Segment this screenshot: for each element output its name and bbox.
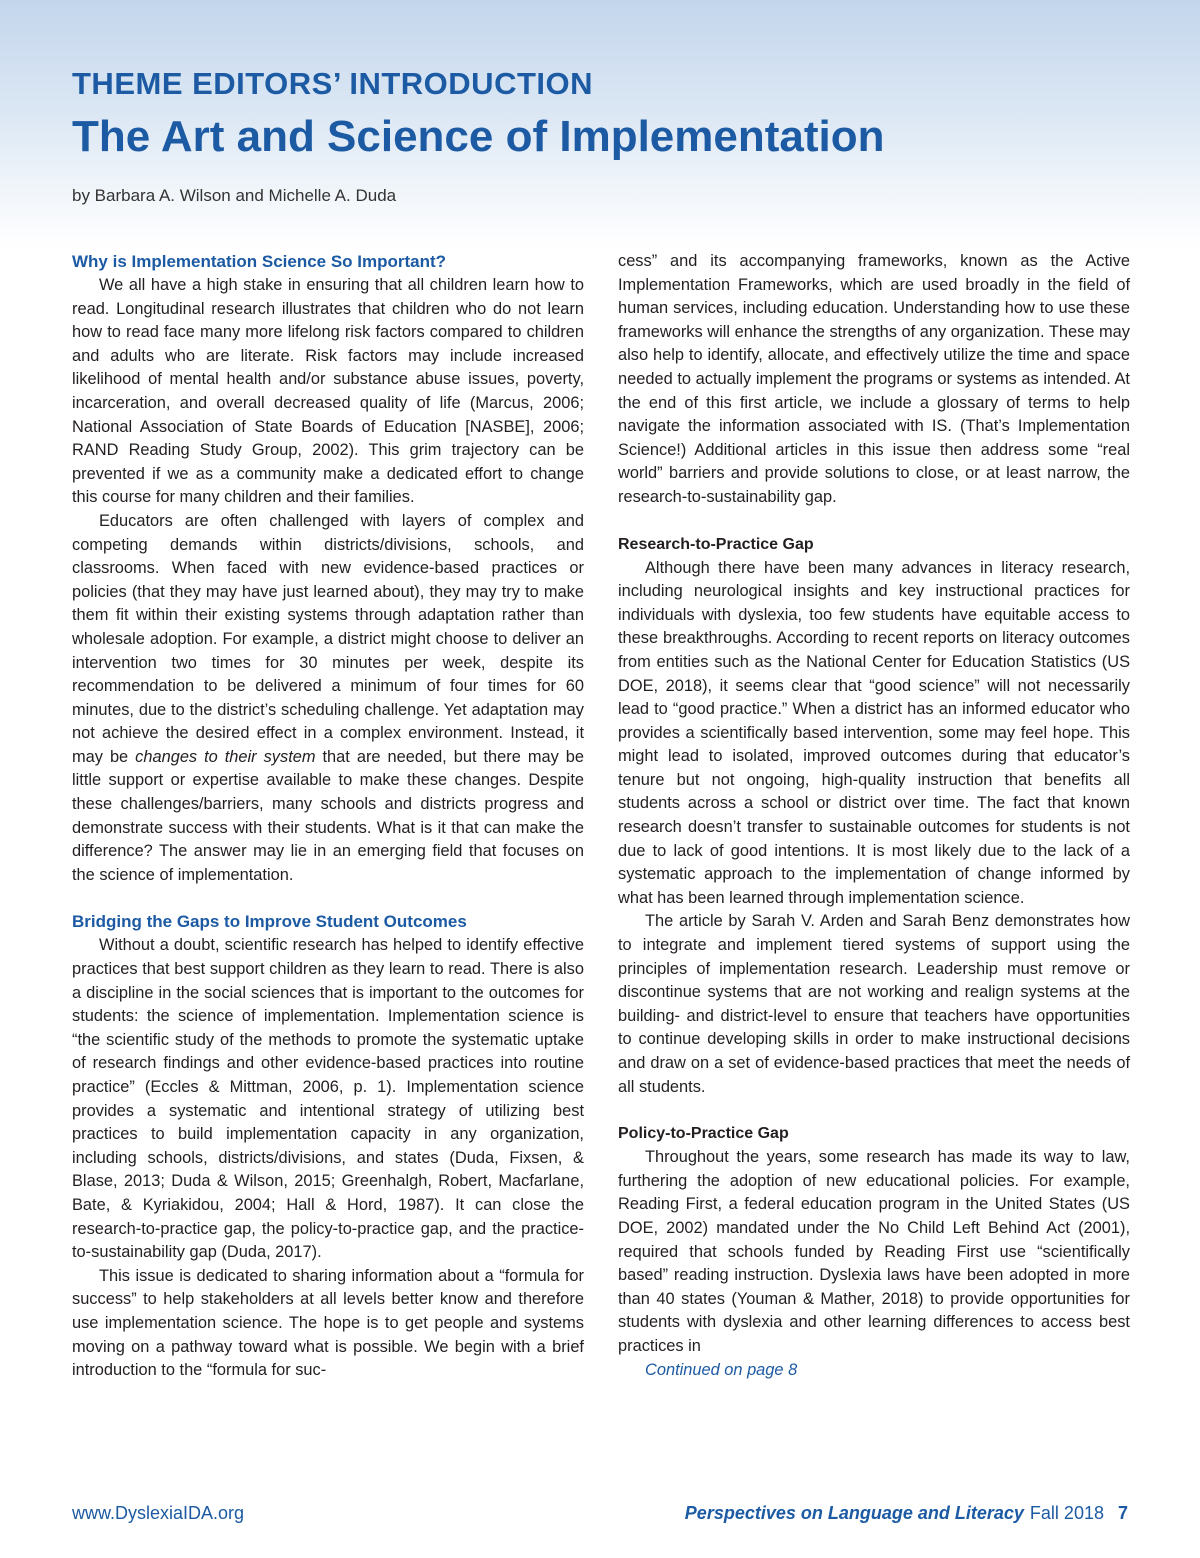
byline: by Barbara A. Wilson and Michelle A. Duda [72, 186, 397, 205]
heading-research-to-practice-gap: Research-to-Practice Gap [618, 535, 814, 553]
continued-link[interactable]: Continued on page 8 [645, 1360, 798, 1379]
paragraph: This issue is dedicated to sharing information about a “formula for success” to help stakeholders at all levels better know and therefore use implementation science. The hope is to get people and systems moving on a pathway toward what is possible. We begin with a brief introduction to the “formula for suc- [72, 1266, 584, 1380]
page-number: 7 [1117, 1503, 1128, 1523]
heading-why-implementation-science: Why is Implementation Science So Important? [72, 252, 447, 271]
left-column [72, 250, 584, 1383]
paragraph: The article by Sarah V. Arden and Sarah Benz demonstrates how to integrate and implement tiered systems of support using the principles of implementation research. Leadership must remove or discontinue systems that are not working and realign systems at the building- and district-level to ensure that teachers have opportunities to continue developing skills in order to make instructional decisions and draw on a set of evidence-based practices that meet the needs of all students. [618, 912, 1130, 1096]
paragraph-text: Educators are often challenged with layers of complex and competing demands within districts/divisions, schools, and classrooms. When faced with new evidence-based practices or policies (that they may have just learned about), they may try to make them fit within their existing systems through adaptation rather than wholesale adoption. For example, a district might choose to deliver an intervention two times for 30 minutes per week, despite its recommendation to be delivered a minimum of four times for 60 minutes, due to the district’s scheduling challenge. Yet adaptation may not achieve the desired effect in a complex environment. Instead, it may be [72, 511, 584, 766]
paragraph: Although there have been many advances in literacy research, including neurological insights and key instructional practices for individuals with dyslexia, too few students have equitable access to these breakthroughs. According to recent reports on literacy outcomes from entities such as the National Center for Education Statistics (US DOE, 2018), it seems clear that “good science” will not necessarily lead to “good practice.” When a district has an informed educator who provides a scientifically based intervention, some may feel hope. This might lead to isolated, improved outcomes during that educator’s tenure but not ongoing, high-quality instruction that benefits all students across a school or district over time. The fact that known research doesn’t transfer to sustainable outcomes for students is not due to lack of good intentions. It is most likely due to the lack of a systematic approach to the implementation of change informed by what has been learned through implementation science. [618, 558, 1130, 907]
emphasis-text: changes to their system [135, 747, 316, 766]
heading-policy-to-practice-gap: Policy-to-Practice Gap [618, 1125, 789, 1143]
article-title: The Art and Science of Implementation [72, 112, 885, 161]
paragraph-text: that are needed, but there may be little support or expertise available to make these changes. Despite these challenges/barriers, many schools and districts progress and demonstrate success with their students. What is it that can make the difference? The answer may lie in an emerging field that focuses on the science of implementation. [72, 747, 584, 884]
paragraph [72, 510, 584, 888]
right-column [618, 250, 1130, 1382]
heading-bridging-the-gaps: Bridging the Gaps to Improve Student Outcomes [72, 912, 467, 932]
paragraph: Throughout the years, some research has made its way to law, furthering the adoption of new educational policies. For example, Reading First, a federal education program in the United States (US DOE, 2002) mandated under the No Child Left Behind Act (2001), required that schools funded by Reading First use “scientifically based” reading instruction. Dyslexia laws have been adopted in more than 40 states (Youman & Mather, 2018) to provide opportunities for students with dyslexia and other learning differences to access best practices in [618, 1148, 1130, 1355]
paragraph: cess” and its accompanying frameworks, known as the Active Implementation Frameworks, which are used broadly in the field of human services, including education. Understanding how to use these frameworks will enhance the strengths of any organization. These may also help to identify, allocate, and effectively utilize the time and space needed to actually implement the programs or systems as intended. At the end of this first article, we include a glossary of terms to help navigate the information associated with IS. (That’s Implementation Science!) Additional articles in this issue then address some “real world” barriers and provide solutions to close, or at least narrow, the research-to-sustainability gap. [618, 252, 1130, 506]
journal-name: Perspectives on Language and Literacy [684, 1503, 1024, 1523]
paragraph: We all have a high stake in ensuring that all children learn how to read. Longitudinal research illustrates that children who do not learn how to read face many more lifelong risk factors compared to children and adults who are literate. Risk factors may include increased likelihood of mental health and/or substance abuse issues, poverty, incarceration, and overall decreased quality of life (Marcus, 2006; National Association of State Boards of Education [NASBE], 2006; RAND Reading Study Group, 2002). This grim trajectory can be prevented if we as a community make a dedicated effort to change this course for many children and their families. [72, 276, 584, 507]
section-kicker: THEME EDITORS’ INTRODUCTION [72, 66, 594, 101]
footer-website-link[interactable]: www.DyslexiaIDA.org [72, 1503, 245, 1523]
paragraph: Without a doubt, scientific research has helped to identify effective practices that best support children as they learn to read. There is also a discipline in the social sciences that is important to the outcomes for students: the science of implementation. Implementation science is “the scientific study of the methods to promote the systematic uptake of research findings and other evidence-based practices into routine practice” (Eccles & Mittman, 2006, p. 1). Implementation science provides a systematic and intentional strategy of utilizing best practices to build implementation capacity in any organization, including schools, districts/divisions, and states (Duda, Fixsen, & Blase, 2013; Duda & Wilson, 2015; Greenhalgh, Robert, Macfarlane, Bate, & Kyriakidou, 2004; Hall & Hord, 1987). It can close the research-to-practice gap, the policy-to-practice gap, and the practice-to-sustainability gap (Duda, 2017). [72, 936, 584, 1262]
footer-publication [685, 1503, 1128, 1524]
issue-season: Fall 2018 [1029, 1503, 1104, 1523]
